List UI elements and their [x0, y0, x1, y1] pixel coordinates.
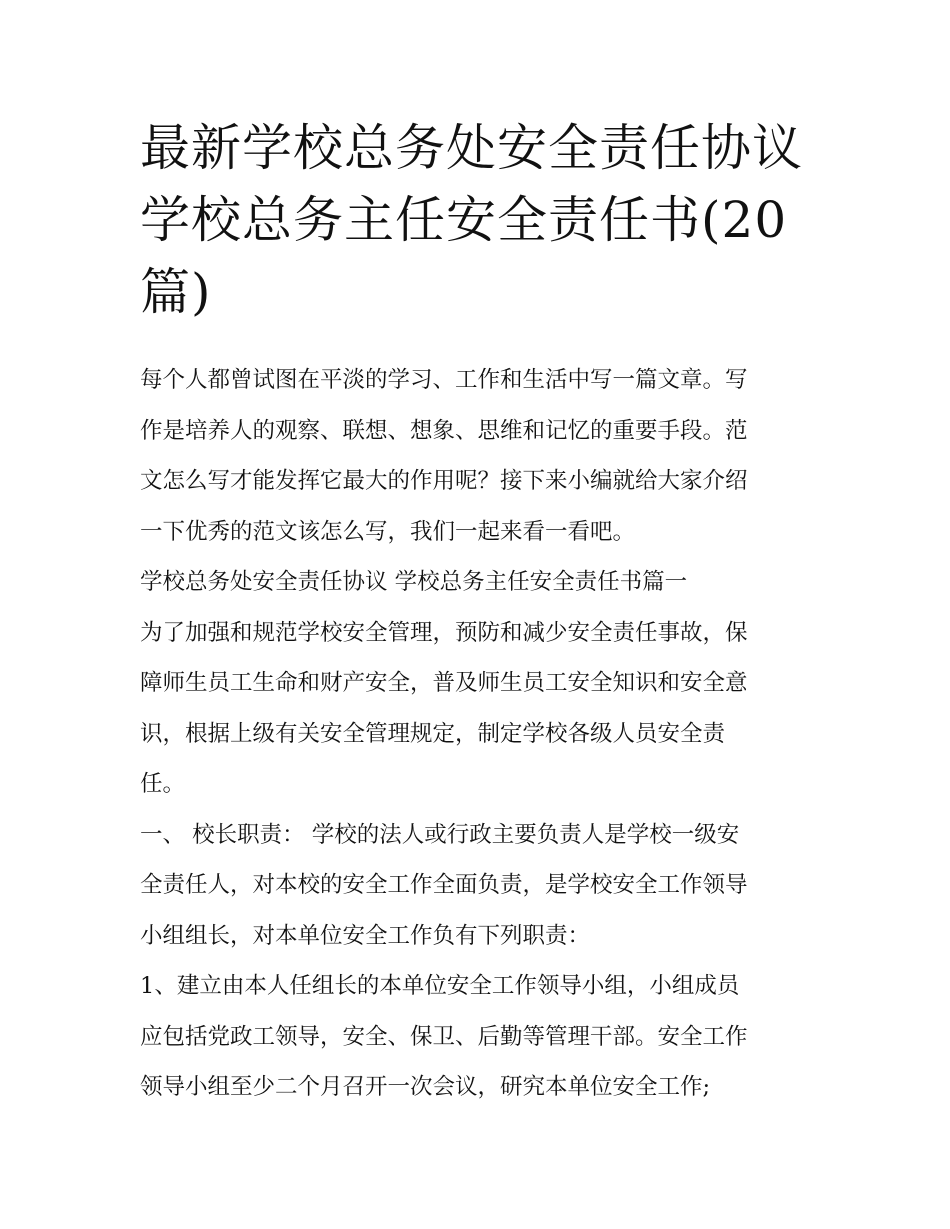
title-line-3: 篇)	[140, 263, 212, 321]
text-line: 每个人都曾试图在平淡的学习、工作和生活中写一篇文章。写	[140, 367, 748, 393]
principal-duties-paragraph	[140, 810, 830, 962]
text-line: 一、 校长职责： 学校的法人或行政主要负责人是学校一级安	[140, 821, 740, 848]
text-line: 作是培养人的观察、联想、想象、思维和记忆的重要手段。范	[140, 417, 748, 444]
text-line: 文怎么写才能发挥它最大的作用呢？接下来小编就给大家介绍	[140, 468, 748, 494]
text-line: 任。	[140, 771, 186, 797]
text-line: 领导小组至少二个月召开一次会议，研究本单位安全工作;	[140, 1074, 711, 1100]
intro-paragraph	[140, 355, 830, 557]
text-line: 小组组长，对本单位安全工作负有下列职责：	[140, 922, 591, 949]
title-line-2: 学校总务主任安全责任书(20	[140, 191, 788, 249]
text-line: 识，根据上级有关安全管理规定，制定学校各级人员安全责	[140, 720, 726, 747]
title-line-1: 最新学校总务处安全责任协议	[140, 119, 803, 177]
duty-item-1	[140, 961, 830, 1113]
text-line: 全责任人，对本校的安全工作全面负责，是学校安全工作领导	[140, 872, 748, 898]
text-line: 学校总务处安全责任协议 学校总务主任安全责任书篇一	[140, 569, 688, 595]
document-title	[140, 112, 820, 328]
section-heading	[140, 557, 830, 608]
document-body	[140, 355, 830, 1113]
text-line: 1、建立由本人任组长的本单位安全工作领导小组，小组成员	[140, 973, 740, 999]
purpose-paragraph	[140, 608, 830, 810]
text-line: 应包括党政工领导，安全、保卫、后勤等管理干部。安全工作	[140, 1023, 748, 1050]
text-line: 一下优秀的范文该怎么写，我们一起来看一看吧。	[140, 518, 636, 545]
text-line: 障师生员工生命和财产安全，普及师生员工安全知识和安全意	[140, 670, 748, 696]
text-line: 为了加强和规范学校安全管理，预防和减少安全责任事故，保	[140, 619, 748, 646]
